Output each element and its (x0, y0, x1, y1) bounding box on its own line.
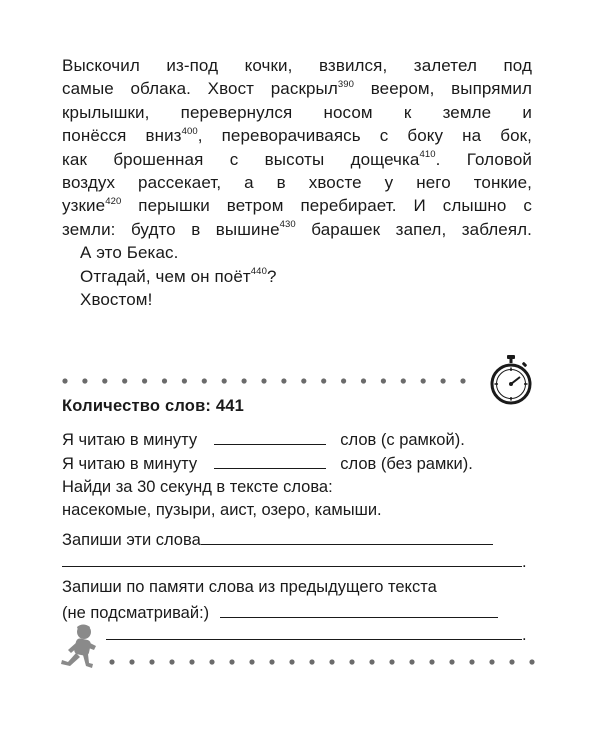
word-count-mark: 410 (419, 148, 436, 160)
row-suffix: слов (без рамки). (340, 455, 473, 473)
word-count-mark: 420 (105, 195, 122, 207)
divider-dot (389, 659, 394, 664)
divider-dot (249, 659, 254, 664)
story-fragment: понёсся вниз (62, 126, 182, 146)
divider-dot (209, 659, 214, 664)
story-fragment: ? (266, 266, 277, 286)
divider-dot (529, 659, 534, 664)
divider-dot (381, 378, 386, 383)
divider-dot (401, 378, 406, 383)
memory-row (62, 601, 498, 623)
answer-blank[interactable] (220, 601, 498, 618)
divider-dot (269, 659, 274, 664)
divider-dot (129, 659, 134, 664)
divider-dot (149, 659, 154, 664)
divider-dot (409, 659, 414, 664)
memory-instruction: Запиши по памяти слова из предыдущего текста (62, 578, 437, 596)
reading-speed-with-frame (62, 428, 465, 450)
divider-dot (441, 378, 446, 383)
divider-dot (182, 378, 187, 383)
write-words-row-2 (62, 550, 527, 572)
story-fragment: узкие (62, 196, 106, 216)
divider-dot (369, 659, 374, 664)
story-fragment: , переворачиваясь с боку на бок, (197, 126, 533, 146)
answer-blank[interactable] (214, 452, 326, 469)
divider-dot (82, 378, 87, 383)
divider-dot (429, 659, 434, 664)
word-count-mark: 390 (337, 78, 355, 90)
divider-dot (489, 659, 494, 664)
divider-dot (309, 659, 314, 664)
divider-dot (341, 378, 346, 383)
divider-dot (449, 659, 454, 664)
divider-dot (321, 378, 326, 383)
line-end-period: . (522, 553, 527, 571)
word-count-mark: 440 (250, 266, 267, 277)
story-line: Хвостом! (80, 290, 153, 310)
stopwatch-icon (489, 354, 533, 406)
answer-blank[interactable] (201, 528, 493, 545)
divider-dot (109, 659, 114, 664)
word-count-mark: 430 (279, 219, 296, 231)
find-words-instruction: Найди за 30 секунд в тексте слова: (62, 478, 333, 496)
divider-dot (222, 378, 227, 383)
story-fragment: земли: будто в вышине (62, 219, 280, 239)
answer-blank[interactable] (62, 550, 522, 567)
divider-dot (329, 659, 334, 664)
story-line: Выскочил из-под кочки, взвился, залетел под (62, 56, 532, 75)
story-fragment: перышки ветром перебирает. И слышно с (121, 196, 532, 216)
row-label: Запиши эти слова (62, 531, 201, 549)
divider-dot (202, 378, 207, 383)
story-line: А это Бекас. (80, 243, 179, 263)
story-line: крылышки, перевернулся носом к земле и (62, 102, 532, 122)
story-fragment: . Головой (435, 149, 532, 169)
divider-dot (102, 378, 107, 383)
find-words-list: насекомые, пузыри, аист, озеро, камыши. (62, 501, 382, 519)
row-suffix: слов (с рамкой). (340, 431, 465, 449)
word-count-heading: Количество слов: 441 (62, 397, 245, 415)
divider-dot (469, 659, 474, 664)
divider-dot (261, 378, 266, 383)
word-count-mark: 400 (181, 125, 198, 137)
memory-row-2 (62, 623, 527, 645)
divider-dot (162, 378, 167, 383)
divider-dot (62, 378, 67, 383)
row-label: Я читаю в минуту (62, 431, 198, 449)
divider-dot (509, 659, 514, 664)
row-label: Я читаю в минуту (62, 455, 198, 473)
story-fragment: как брошенная с высоты дощечка (62, 149, 420, 169)
divider-dot (169, 659, 174, 664)
divider-dot (460, 378, 465, 383)
story-line: воздух рассекает, а в хвосте у него тонкие, (62, 173, 532, 193)
divider-dot (122, 378, 127, 383)
story-fragment: самые облака. Хвост раскрыл (62, 79, 338, 99)
running-child-icon (59, 624, 103, 676)
reading-speed-without-frame (62, 452, 473, 474)
divider-dot (229, 659, 234, 664)
divider-dot (242, 378, 247, 383)
line-end-period: . (522, 626, 527, 644)
dotted-divider-bottom (109, 659, 534, 664)
answer-blank[interactable] (214, 428, 326, 445)
divider-dot (142, 378, 147, 383)
row-label: (не подсматривай:) (62, 604, 210, 622)
divider-dot (421, 378, 426, 383)
divider-dot (349, 659, 354, 664)
write-words-row (62, 528, 493, 550)
dotted-divider-top (62, 378, 465, 383)
divider-dot (361, 378, 366, 383)
divider-dot (281, 378, 286, 383)
story-fragment: Отгадай, чем он поёт (80, 266, 251, 286)
divider-dot (189, 659, 194, 664)
answer-blank[interactable] (106, 623, 522, 640)
story-fragment: веером, выпрямил (354, 79, 532, 99)
divider-dot (301, 378, 306, 383)
divider-dot (289, 659, 294, 664)
story-fragment: барашек запел, заблеял. (295, 219, 532, 239)
